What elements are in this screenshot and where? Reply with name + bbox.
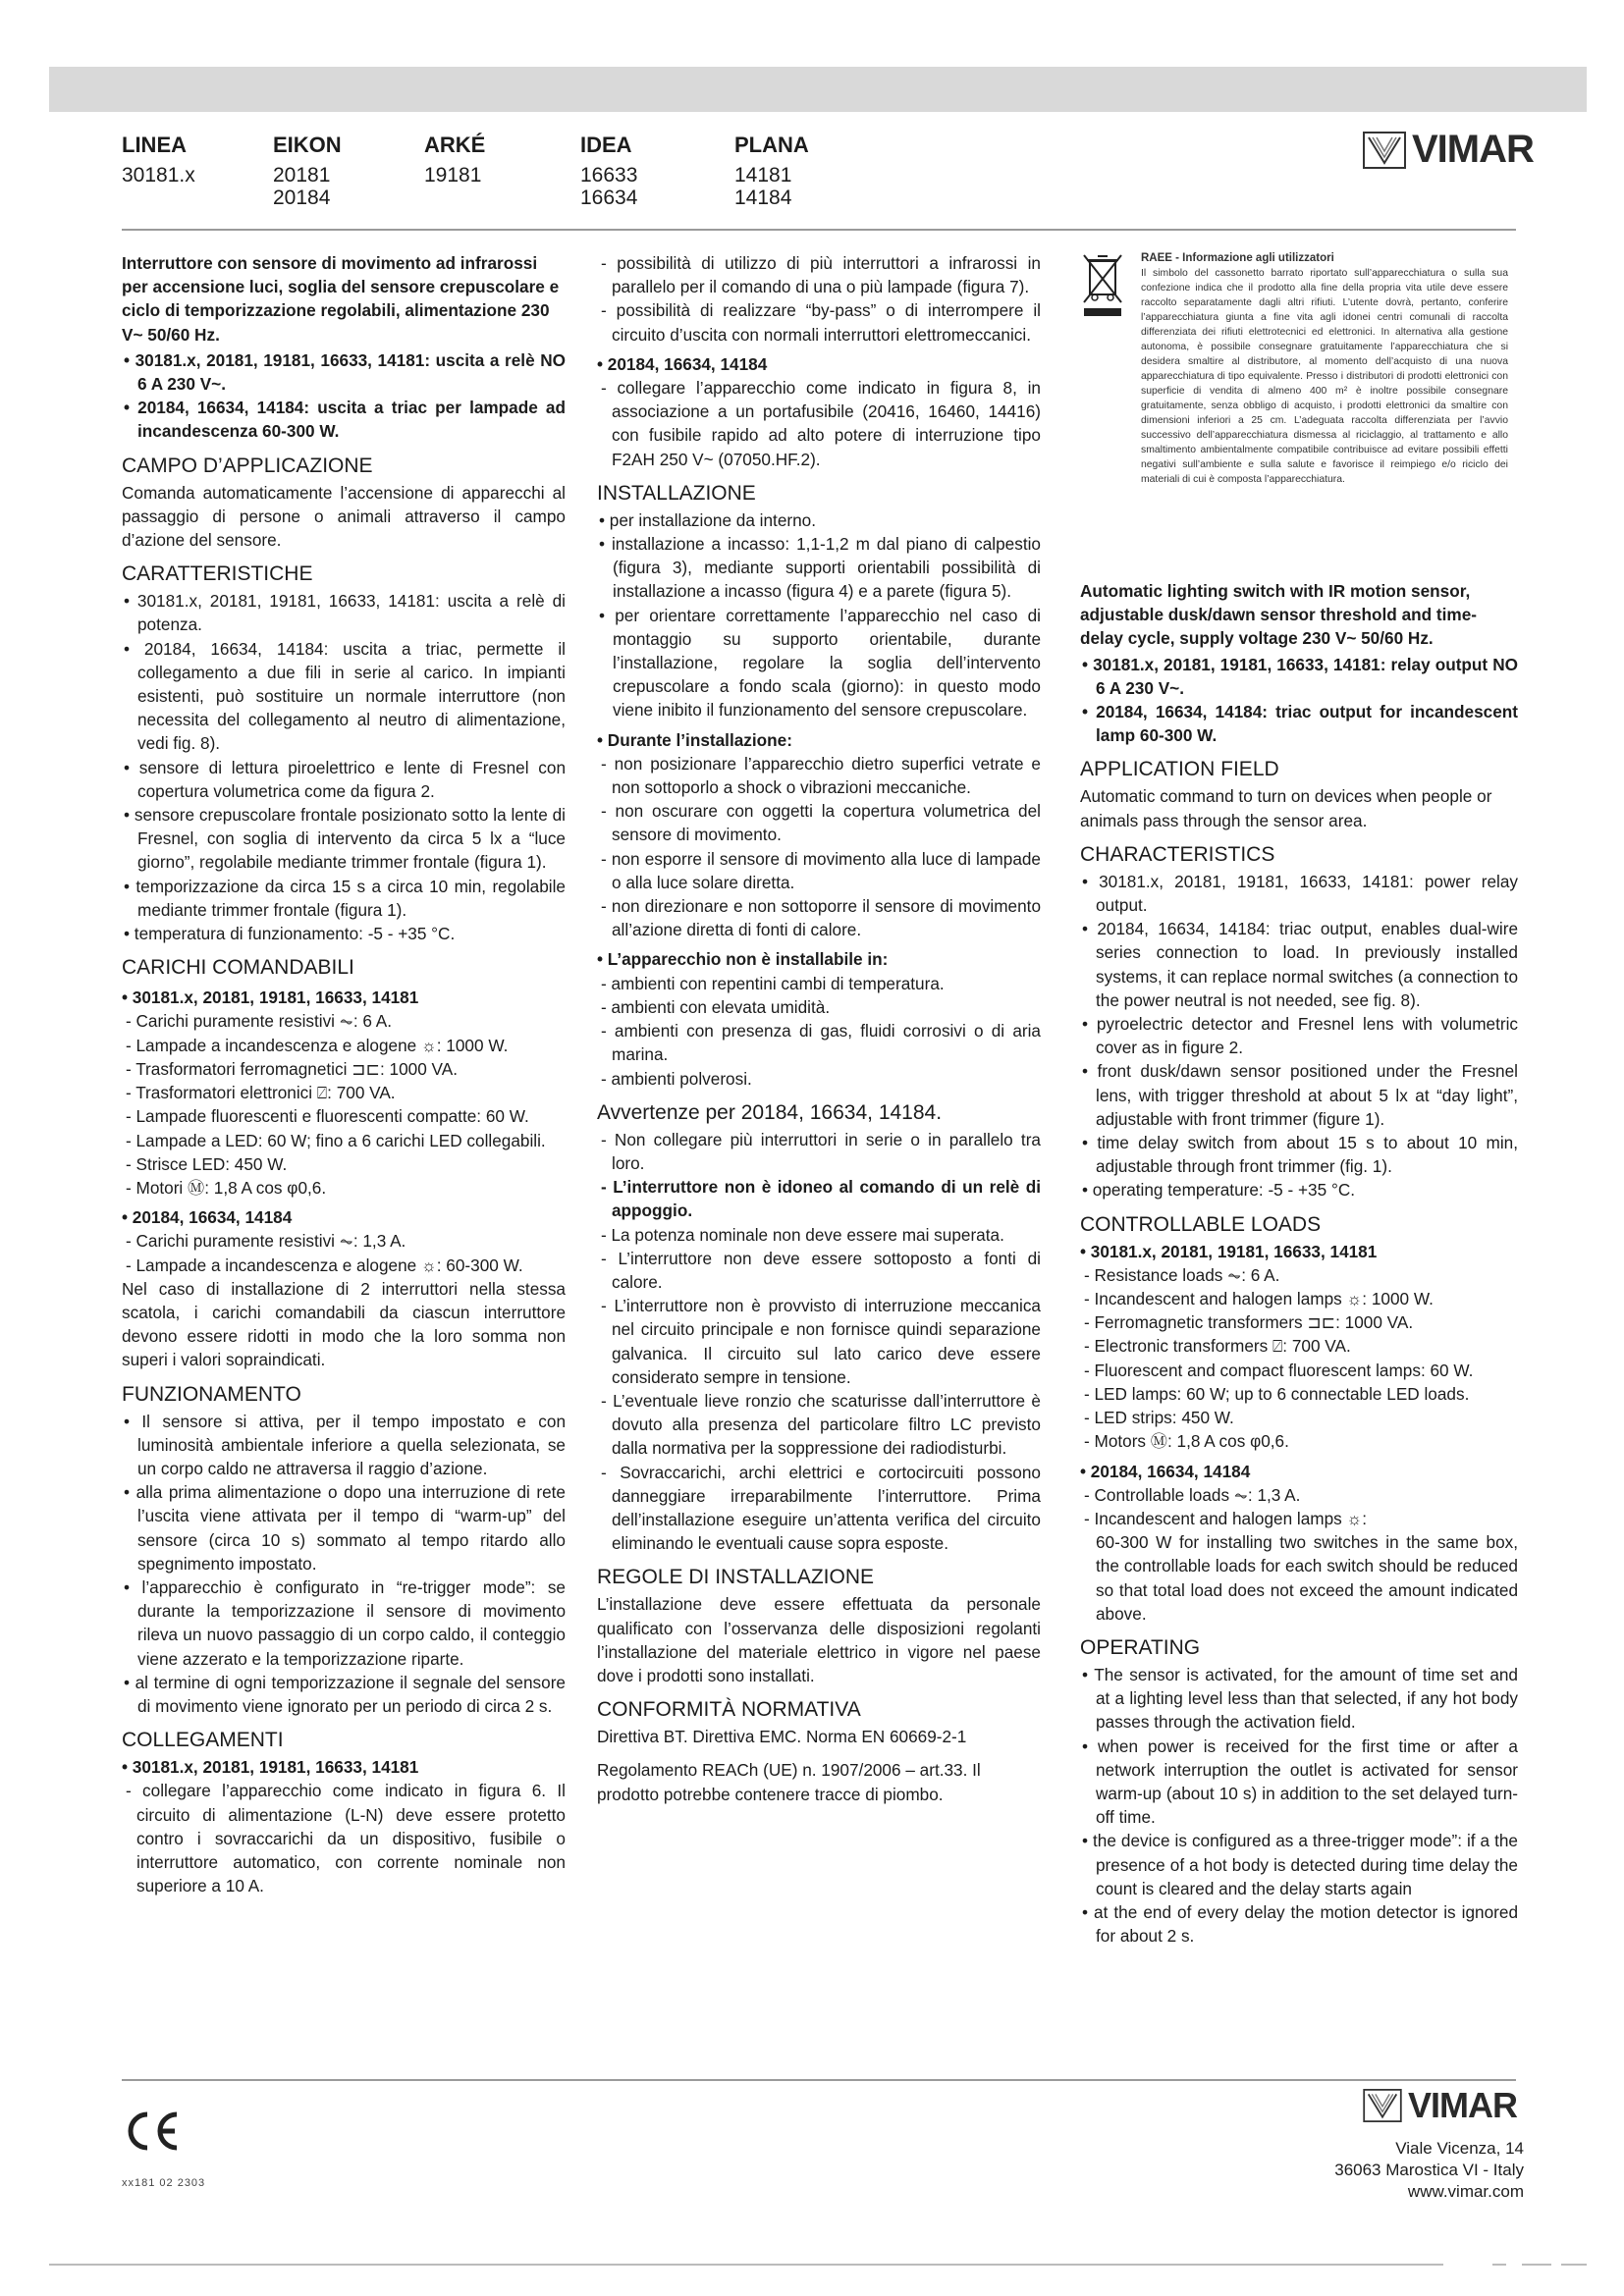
- load-item: - Resistance loads ⏦: 6 A.: [1084, 1264, 1280, 1285]
- installation-warning: - non oscurare con oggetti la copertura volumetrica del sensore di movimento.: [601, 801, 1041, 845]
- subheading: • 30181.x, 20181, 19181, 16633, 14181: [122, 1757, 419, 1778]
- weee-title: RAEE - Informazione agli utilizzatori: [1141, 252, 1334, 264]
- operation-item: • The sensor is activated, for the amount of time set and at a lighting level less than that selected, if any hot body passes through the activation field.: [1082, 1664, 1518, 1733]
- installation-item: • per installazione da interno.: [599, 509, 816, 530]
- brand-name: VIMAR: [1408, 2085, 1517, 2125]
- model-name: PLANA: [734, 133, 809, 157]
- load-item: - Fluorescent and compact fluorescent lamps: 60 W.: [1084, 1360, 1474, 1380]
- intro-italian: Interruttore con sensore di movimento ad infrarossi per accensione luci, soglia del sensore crepuscolare e ciclo di temporizzazione regolabili, alimentazione 230 V~ 50/60 Hz.: [122, 253, 560, 345]
- characteristic-item: • 20184, 16634, 14184: uscita a triac, permette il collegamento a due fili in serie al carico. In impianti esistenti, può sostituire un normale interruttore (non necessita del collegamento al neutro di alimentazione, vedi fig. 8).: [124, 638, 566, 754]
- subheading: • 20184, 16634, 14184: [597, 353, 768, 374]
- warning-item: - L’interruttore non è idoneo al comando di un relè di appoggio.: [601, 1177, 1041, 1221]
- section-title: INSTALLAZIONE: [597, 481, 756, 505]
- load-item: - Lampade fluorescenti e fluorescenti compatte: 60 W.: [126, 1106, 529, 1127]
- characteristic-item: • 30181.x, 20181, 19181, 16633, 14181: power relay output.: [1082, 871, 1518, 916]
- vimar-logo: [1363, 128, 1534, 172]
- characteristic-item: • sensore di lettura piroelettrico e lente di Fresnel con copertura volumetrica come da figura 2.: [124, 757, 566, 801]
- load-item: - Ferromagnetic transformers ⊐⊏: 1000 VA.: [1084, 1312, 1414, 1333]
- model-code: 14184: [734, 187, 792, 209]
- environment-item: - ambienti con repentini cambi di temperatura.: [601, 973, 945, 993]
- weee-notice: [1080, 251, 1508, 487]
- characteristic-item: • temporizzazione da circa 15 s a circa 10 min, regolabile mediante trimmer frontale (figura 1).: [124, 876, 566, 920]
- load-note: 60-300 W for installing two switches in the same box, the controllable loads for each switch should be reduced so that total load does not exceed the amount indicated above.: [1096, 1532, 1518, 1624]
- section-title: CARATTERISTICHE: [122, 562, 313, 586]
- load-item: - Controllable loads ⏦: 1,3 A.: [1084, 1484, 1301, 1505]
- installation-warning: - non esporre il sensore di movimento alla luce di lampade o alla luce solare diretta.: [601, 848, 1041, 892]
- column-english: [1080, 579, 1518, 1948]
- model-code: 16633: [580, 164, 638, 187]
- section-text: Automatic command to turn on devices when people or animals pass through the sensor area.: [1080, 786, 1492, 830]
- model-column: [122, 133, 273, 209]
- vimar-logo-icon: [1363, 2089, 1402, 2122]
- section-title: REGOLE DI INSTALLAZIONE: [597, 1566, 875, 1589]
- footer-divider: [122, 2079, 1516, 2081]
- intro-bullet: • 20184, 16634, 14184: uscita a triac per lampade ad incandescenza 60-300 W.: [124, 398, 566, 442]
- load-item: - LED strips: 450 W.: [1084, 1408, 1234, 1428]
- connection-item: - collegare l’apparecchio come indicato in figura 8, in associazione a un portafusibile (20416, 16460, 14416) con fusibile rapido ad alto potere di interruzione tipo F2AH 250 V~ (07050.HF.2).: [601, 378, 1041, 469]
- bottom-dash: [1522, 2264, 1551, 2266]
- connection-item: - possibilità di realizzare “by-pass” o di interrompere il circuito d’uscita con normali interruttori elettromeccanici.: [601, 300, 1041, 345]
- intro-bullet: • 30181.x, 20181, 19181, 16633, 14181: uscita a relè NO 6 A 230 V~.: [124, 349, 566, 395]
- website-link[interactable]: www.vimar.com: [1407, 2182, 1524, 2201]
- model-code: 14181: [734, 164, 792, 187]
- installation-warning: - non posizionare l’apparecchio dietro superfici vetrate e non sottoporlo a shock o vibrazioni meccaniche.: [601, 753, 1041, 798]
- load-item: - Carichi puramente resistivi ⏦: 1,3 A.: [126, 1231, 406, 1252]
- section-text: Comanda automaticamente l’accensione di apparecchi al passaggio di persone o animali attraverso il campo d’azione del sensore.: [122, 482, 566, 551]
- model-name: ARKÉ: [424, 133, 486, 157]
- warning-item: - Sovraccarichi, archi elettrici e cortocircuiti possono danneggiare irreparabilmente l’interruttore. Prima dell’installazione eseguire un’attenta verifica del circuito eliminando le eventuali cause sopra esposte.: [601, 1462, 1041, 1554]
- environment-item: - ambienti polverosi.: [601, 1068, 752, 1089]
- bottom-dash: [1561, 2264, 1587, 2266]
- weee-text: Il simbolo del cassonetto barrato riportato sull’apparecchiatura o sulla sua confezione indica che il prodotto alla fine della propria vita utile deve essere raccolto separatamente dagli altri rifiuti. L’utente dovrà, pertanto, conferire l’apparecchiatura giunta a fine vita agli idonei centri comunali di raccolta differenziata dei rifiuti elettrotecnici ed elettronici. In alternativa alla gestione autonoma, è possibile consegnare gratuitamente l’apparecchiatura che si desidera smaltire al distributore, al momento dell’acquisto di una nuova apparecchiatura di tipo equivalente. Presso i distributori di prodotti elettronici con superficie di vendita di almeno 400 m² è inoltre possibile consegnare gratuitamente, senza obbligo di acquisto, i prodotti elettronici da smaltire con dimensioni inferiori a 25 cm. L’adeguata raccolta differenziata per l’avvio successivo dell’apparecchiatura dismessa al riciclaggio, al trattamento e allo smaltimento ambientalmente compatibile contribuisce ad evitare possibili effetti negativi sull’ambiente e sulla salute e favorisce il reimpiego e/o riciclo dei materiali di cui è composta l’apparecchiatura.: [1141, 268, 1508, 485]
- model-name: EIKON: [273, 133, 342, 157]
- section-title: CONTROLLABLE LOADS: [1080, 1212, 1322, 1236]
- environment-item: - ambienti con elevata umidità.: [601, 996, 831, 1017]
- address-street: Viale Vicenza, 14: [1395, 2139, 1524, 2158]
- subheading: • 30181.x, 20181, 19181, 16633, 14181: [122, 988, 419, 1008]
- model-code: 30181.x: [122, 164, 195, 187]
- installation-item: • per orientare correttamente l’apparecchio nel caso di montaggio su supporto orientabile, durante l’installazione, regolare la soglia dell’intervento crepuscolare a fondo scala (giorno): in questo modo viene inibito il funzionamento del sensore crepuscolare.: [599, 605, 1041, 721]
- model-code: 19181: [424, 164, 482, 187]
- model-column: [424, 133, 580, 209]
- load-item: - Incandescent and halogen lamps ☼: 1000 W.: [1084, 1289, 1434, 1309]
- model-code: 20181: [273, 164, 331, 187]
- warning-item: - L’interruttore non deve essere sottoposto a fonti di calore.: [601, 1248, 1041, 1292]
- brand-name: VIMAR: [1412, 128, 1534, 171]
- connection-item: - collegare l’apparecchio come indicato in figura 6. Il circuito di alimentazione (L-N) deve essere protetto contro i sovraccarichi da un dispositivo, fusibile o interruttore automatico, con corrente nominale non superiore a 10 A.: [126, 1781, 566, 1896]
- section-title: Avvertenze per 20184, 16634, 14184.: [597, 1100, 943, 1124]
- column-italian-2: [597, 251, 1041, 1806]
- characteristic-item: • pyroelectric detector and Fresnel lens with volumetric cover as in figure 2.: [1082, 1014, 1518, 1058]
- subheading: • L’apparecchio non è installabile in:: [597, 949, 889, 970]
- load-item: - Lampade a incandescenza e alogene ☼: 1000 W.: [126, 1035, 509, 1055]
- company-address: [1334, 2138, 1524, 2203]
- model-column: [273, 133, 424, 209]
- characteristic-item: • operating temperature: -5 - +35 °C.: [1082, 1180, 1356, 1201]
- section-text: Regolamento REACh (UE) n. 1907/2006 – art.33. Il prodotto potrebbe contenere tracce di piombo.: [597, 1760, 981, 1804]
- operation-item: • l’apparecchio è configurato in “re-trigger mode”: se durante la temporizzazione il sensore di movimento rileva un nuovo passaggio di un corpo caldo, il conteggio viene azzerato e la temporizzazione riparte.: [124, 1576, 566, 1669]
- section-title: CARICHI COMANDABILI: [122, 956, 354, 980]
- operation-item: • Il sensore si attiva, per il tempo impostato e con luminosità ambientale inferiore a quella selezionata, se un corpo caldo ne attraversa il raggio d’azione.: [124, 1411, 566, 1478]
- operation-item: • alla prima alimentazione o dopo una interruzione di rete l’uscita viene attivata per il tempo di “warm-up” del sensore (circa 10 s) sommato al tempo ritardo allo spegnimento impostato.: [124, 1482, 566, 1574]
- section-title: OPERATING: [1080, 1635, 1201, 1659]
- load-item: - Carichi puramente resistivi ⏦: 6 A.: [126, 1011, 392, 1032]
- document-code: xx181 02 2303: [122, 2177, 206, 2189]
- operation-item: • the device is configured as a three-trigger mode”: if a the presence of a hot body is detected during time delay the count is cleared and the delay starts again: [1082, 1831, 1518, 1898]
- section-title: FUNZIONAMENTO: [122, 1382, 301, 1406]
- load-note: Nel caso di installazione di 2 interruttori nella stessa scatola, i carichi comandabili da ciascun interruttore devono essere ridotti in modo che la loro somma non superi i valori sopraindicati.: [122, 1278, 566, 1370]
- load-item: - LED lamps: 60 W; up to 6 connectable LED loads.: [1084, 1383, 1470, 1404]
- section-title: COLLEGAMENTI: [122, 1729, 284, 1752]
- characteristic-item: • 30181.x, 20181, 19181, 16633, 14181: uscita a relè di potenza.: [124, 591, 566, 635]
- characteristic-item: • temperatura di funzionamento: -5 - +35 °C.: [124, 924, 456, 944]
- load-item: - Electronic transformers ⍁: 700 VA.: [1084, 1336, 1351, 1357]
- bottom-divider: [49, 2264, 1443, 2266]
- section-text: Direttiva BT. Direttiva EMC. Norma EN 60669-2-1: [597, 1727, 967, 1747]
- warning-item: - Non collegare più interruttori in serie o in parallelo tra loro.: [601, 1129, 1041, 1173]
- column-italian-1: [122, 251, 566, 1897]
- top-gray-bar: [49, 67, 1587, 112]
- subheading: • 20184, 16634, 14184: [1080, 1461, 1251, 1481]
- characteristic-item: • time delay switch from about 15 s to about 10 min, adjustable through front trimmer (fig. 1).: [1082, 1133, 1518, 1177]
- ce-mark-icon: [122, 2110, 181, 2152]
- section-title: CHARACTERISTICS: [1080, 842, 1275, 866]
- installation-warning: - non direzionare e non sottoporre il sensore di movimento all’azione diretta di fonti di calore.: [601, 896, 1041, 940]
- model-codes-header: [122, 133, 852, 209]
- warning-item: - L’eventuale lieve ronzio che scaturisse dall’interruttore è dovuto alla presenza del particolare filtro LC previsto dalla normativa per la soppressione dei radiodisturbi.: [601, 1390, 1041, 1459]
- crossed-bin-icon: [1080, 251, 1127, 487]
- load-item: - Trasformatori elettronici ⍁: 700 VA.: [126, 1083, 396, 1103]
- load-item: - Incandescent and halogen lamps ☼:: [1084, 1508, 1368, 1528]
- characteristic-item: • 20184, 16634, 14184: triac output, enables dual-wire series connection to load. In previously installed systems, it can replace normal switches (a connection to the power neutral is not needed, see fig. 8).: [1082, 919, 1518, 1010]
- vimar-logo-icon: [1363, 132, 1406, 169]
- load-item: - Lampade a LED: 60 W; fino a 6 carichi LED collegabili.: [126, 1130, 546, 1150]
- header-divider: [122, 229, 1516, 231]
- operation-item: • al termine di ogni temporizzazione il segnale del sensore di movimento viene ignorato per un periodo di circa 2 s.: [124, 1672, 566, 1716]
- load-item: - Motors Ⓜ: 1,8 A cos φ0,6.: [1084, 1431, 1289, 1452]
- subheading: • Durante l’installazione:: [597, 729, 792, 750]
- characteristic-item: • sensore crepuscolare frontale posizionato sotto la lente di Fresnel, con soglia di intervento da circa 5 lx a “luce giorno”, regolabile mediante trimmer frontale (figura 1).: [124, 805, 566, 873]
- warning-item: - La potenza nominale non deve essere mai superata.: [601, 1224, 1004, 1245]
- section-title: APPLICATION FIELD: [1080, 758, 1279, 781]
- operation-item: • at the end of every delay the motion detector is ignored for about 2 s.: [1082, 1901, 1518, 1947]
- connection-item: - possibilità di utilizzo di più interruttori a infrarossi in parallelo per il comando di una o più lampade (figura 7).: [601, 253, 1041, 297]
- load-item: - Lampade a incandescenza e alogene ☼: 60-300 W.: [126, 1255, 523, 1275]
- vimar-logo-footer: [1363, 2085, 1517, 2126]
- model-name: IDEA: [580, 133, 632, 157]
- model-column: [734, 133, 852, 209]
- ce-mark: [122, 2110, 181, 2157]
- intro-english: Automatic lighting switch with IR motion sensor, adjustable dusk/dawn sensor threshold and time-delay cycle, supply voltage 230 V~ 50/60 Hz.: [1080, 581, 1477, 649]
- subheading: • 30181.x, 20181, 19181, 16633, 14181: [1080, 1241, 1378, 1261]
- section-text: L’installazione deve essere effettuata da personale qualificato con l’osservanza delle disposizioni regolanti l’installazione del materiale elettrico in vigore nel paese dove i prodotti sono installati.: [597, 1594, 1041, 1685]
- model-code: 20184: [273, 187, 331, 209]
- load-item: - Strisce LED: 450 W.: [126, 1153, 288, 1174]
- installation-item: • installazione a incasso: 1,1-1,2 m dal piano di calpestio (figura 3), mediante supporti orientabili possibilità di installazione a incasso (figura 4) e a parete (figura 5).: [599, 534, 1041, 602]
- model-name: LINEA: [122, 133, 187, 157]
- address-city: 36063 Marostica VI - Italy: [1334, 2161, 1524, 2179]
- model-code: 16634: [580, 187, 638, 209]
- environment-item: - ambienti con presenza di gas, fluidi corrosivi o di aria marina.: [601, 1021, 1041, 1065]
- section-title: CAMPO D’APPLICAZIONE: [122, 454, 373, 477]
- operation-item: • when power is received for the first time or after a network interruption the outlet is activated for sensor warm-up (about 10 s) in addition to the set delayed turn-off time.: [1082, 1735, 1518, 1828]
- characteristic-item: • front dusk/dawn sensor positioned under the Fresnel lens, with trigger threshold at about 5 lx at “day light”, adjustable with front trimmer (figure 1).: [1082, 1061, 1518, 1129]
- load-item: - Motori Ⓜ: 1,8 A cos φ0,6.: [126, 1177, 327, 1198]
- load-item: - Trasformatori ferromagnetici ⊐⊏: 1000 VA.: [126, 1058, 458, 1079]
- model-column: [580, 133, 734, 209]
- subheading: • 20184, 16634, 14184: [122, 1207, 293, 1228]
- section-title: CONFORMITÀ NORMATIVA: [597, 1698, 861, 1722]
- intro-bullet: • 30181.x, 20181, 19181, 16633, 14181: relay output NO 6 A 230 V~.: [1082, 654, 1518, 698]
- warning-item: - L’interruttore non è provvisto di interruzione meccanica nel circuito principale e non fornisce quindi separazione galvanica. Il circuito sul lato carico deve essere considerato sempre in tensione.: [601, 1296, 1041, 1387]
- intro-bullet: • 20184, 16634, 14184: triac output for incandescent lamp 60-300 W.: [1082, 702, 1518, 746]
- bottom-dash: [1492, 2264, 1506, 2266]
